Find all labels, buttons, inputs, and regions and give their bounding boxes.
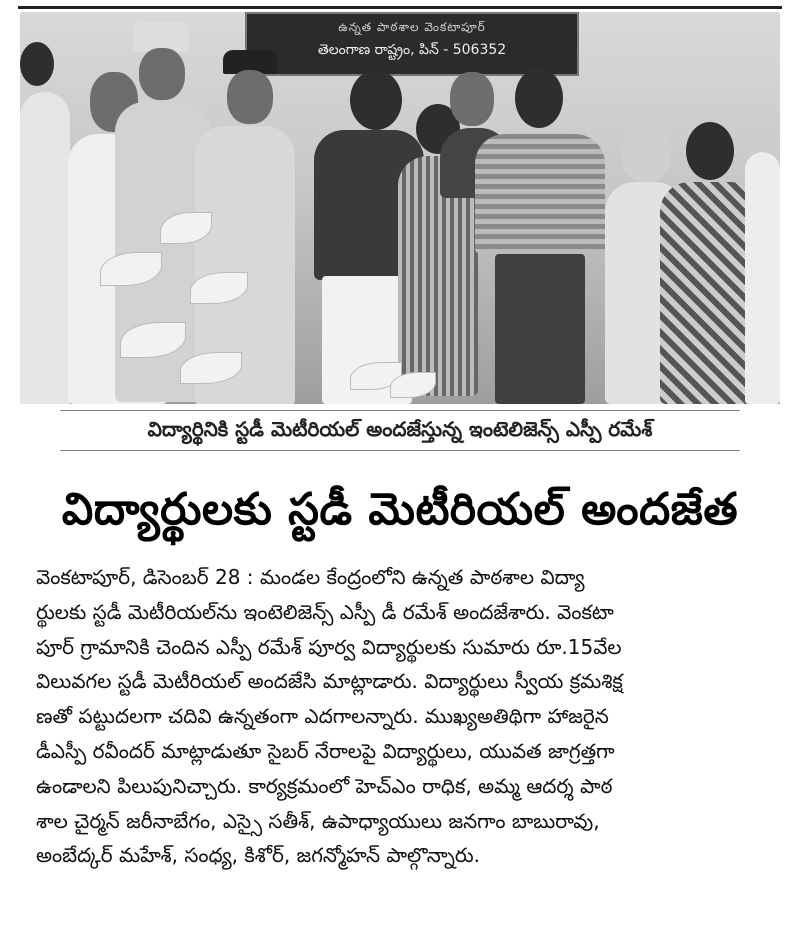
article-line: అంబేద్కర్ మహేశ్, సంధ్య, కిశోర్, జగన్మోహన్ పాల్గొన్నారు. [36,843,481,868]
article-line: డీఎస్పీ రవీందర్ మాట్లాడుతూ సైబర్ నేరాలపై విద్యార్థులు, యువత జాగ్రత్తగా [36,738,615,763]
person-right-edge [745,152,780,404]
article-line: శాల చైర్మన్ జరీనాబేగం, ఎస్సై సతీశ్, ఉపాధ్యాయులు జనగాం బాబురావు, [36,808,600,833]
photo-caption: విద్యార్థినికి స్టడీ మెటీరియల్ అందజేస్తున్న ఇంటెలిజెన్స్ ఎస్పీ రమేశ్ [147,417,653,441]
article-line: ణతో పట్టుదలగా చదివి ఉన్నతంగా ఎదగాలన్నారు. ముఖ్యఅతిథిగా హాజరైన [36,704,609,729]
article-line: వెంకటాపూర్, డిసెంబర్ 28 : మండల కేంద్రంలోని ఉన్నత పాఠశాల విద్యా [36,565,585,589]
caption-rule-top [60,410,740,411]
article-line: విలువగల స్టడీ మెటీరియల్ అందజేసి మాట్లాడారు. విద్యార్థులు స్వీయ క్రమశిక్ష [36,669,623,694]
top-rule [18,6,782,9]
article-headline: విద్యార్థులకు స్టడీ మెటీరియల్ అందజేత [61,484,739,535]
banner-line-2: తెలంగాణ రాష్ట్రం, పిన్ - 506352 [317,42,507,58]
plant-leaves [80,212,260,404]
plant-leaves-right [340,352,440,404]
article-line: ర్థులకు స్టడీ మెటీరియల్‌ను ఇంటెలిజెన్స్ ఎస్పీ డీ రమేశ్ అందజేశారు. వెంకటా [36,599,614,624]
caption-rule-bottom [60,450,740,451]
banner-line-1: ఉన్నత పాఠశాల వెంకటాపూర్ [338,20,486,34]
person-dsp-ravinder [475,68,605,404]
news-photo [20,12,780,404]
article-body [36,560,766,873]
school-banner [245,12,579,76]
article-line: ఉండాలని పిలుపునిచ్చారు. కార్యక్రమంలో హెచ్‌ఎం రాధిక, అమ్మ ఆదర్శ పాఠ [36,773,613,798]
article-line: పూర్ గ్రామానికి చెందిన ఎస్పీ రమేశ్ పూర్వ విద్యార్థులకు సుమారు రూ.15వేల [36,634,622,659]
